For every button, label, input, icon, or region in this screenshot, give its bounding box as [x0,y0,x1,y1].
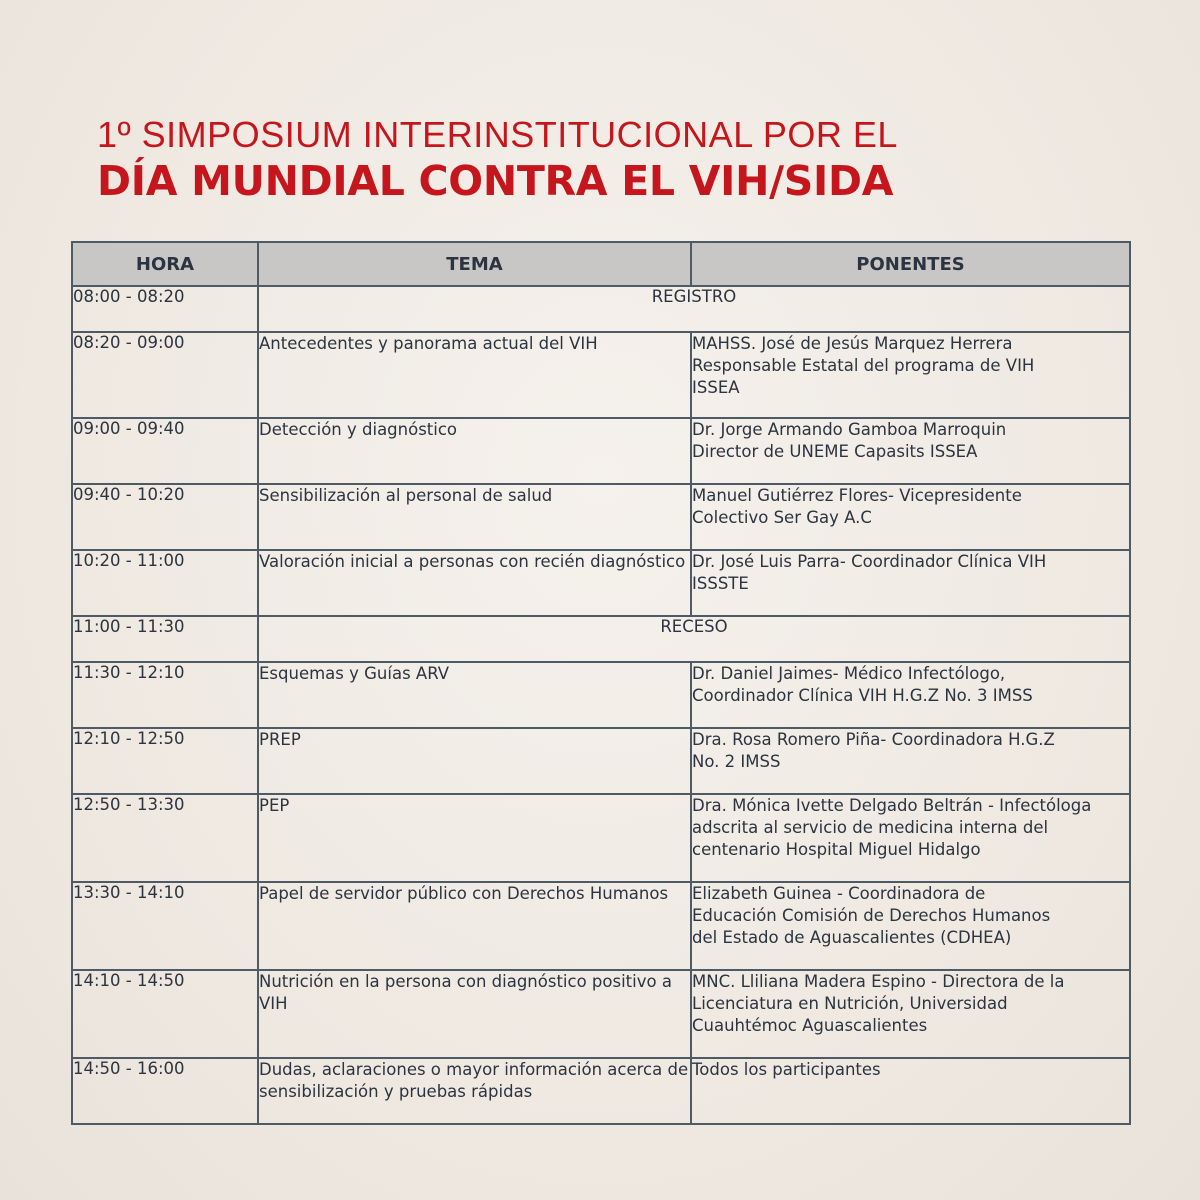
agenda-body [72,286,1130,1124]
ponente-line: Dr. José Luis Parra- Coordinador Clínica VIH [692,552,1047,571]
table-row [72,484,1130,550]
cell-ponentes [691,1058,1130,1124]
table-row [72,616,1130,662]
ponente-line: MNC. Lliliana Madera Espino - Directora de la [692,972,1065,991]
cell-ponentes [691,484,1130,550]
cell-ponentes [691,332,1130,418]
table-row [72,418,1130,484]
cell-hora: 14:50 - 16:00 [72,1058,258,1124]
table-row [72,882,1130,970]
ponente-line: Director de UNEME Capasits ISSEA [692,442,978,461]
table-row [72,728,1130,794]
cell-tema: Nutrición en la persona con diagnóstico positivo a VIH [258,970,691,1058]
ponente-line: Dra. Mónica Ivette Delgado Beltrán - Infectóloga [692,796,1092,815]
ponente-line: Responsable Estatal del programa de VIH [692,356,1035,375]
column-header-hora: HORA [72,242,258,286]
cell-ponentes [691,794,1130,882]
cell-tema: Valoración inicial a personas con recién diagnóstico [258,550,691,616]
cell-hora: 11:30 - 12:10 [72,662,258,728]
cell-merged-activity: REGISTRO [258,286,1130,332]
ponente-line: Colectivo Ser Gay A.C [692,508,872,527]
ponente-line: Dra. Rosa Romero Piña- Coordinadora H.G.Z [692,730,1055,749]
cell-ponentes [691,882,1130,970]
table-header-row [72,242,1130,286]
ponente-line: Dr. Jorge Armando Gamboa Marroquin [692,420,1007,439]
ponente-line: centenario Hospital Miguel Hidalgo [692,840,981,859]
cell-ponentes [691,728,1130,794]
cell-tema: Sensibilización al personal de salud [258,484,691,550]
table-row [72,286,1130,332]
cell-ponentes [691,662,1130,728]
table-row [72,1058,1130,1124]
cell-hora: 11:00 - 11:30 [72,616,258,662]
table-row [72,550,1130,616]
ponente-line: Cuauhtémoc Aguascalientes [692,1016,928,1035]
column-header-tema: TEMA [258,242,691,286]
cell-hora: 12:10 - 12:50 [72,728,258,794]
title-line-1: 1º SIMPOSIUM INTERINSTITUCIONAL POR EL [97,114,898,155]
ponente-line: Coordinador Clínica VIH H.G.Z No. 3 IMSS [692,686,1033,705]
cell-tema: Esquemas y Guías ARV [258,662,691,728]
table-row [72,332,1130,418]
ponente-line: del Estado de Aguascalientes (CDHEA) [692,928,1012,947]
cell-ponentes [691,418,1130,484]
ponente-line: Educación Comisión de Derechos Humanos [692,906,1051,925]
ponente-line: adscrita al servicio de medicina interna del [692,818,1049,837]
title-line-2: DÍA MUNDIAL CONTRA EL VIH/SIDA [97,157,894,205]
ponente-line: Dr. Daniel Jaimes- Médico Infectólogo, [692,664,1006,683]
cell-tema: PEP [258,794,691,882]
cell-hora: 08:20 - 09:00 [72,332,258,418]
cell-tema: Detección y diagnóstico [258,418,691,484]
ponente-line: MAHSS. José de Jesús Marquez Herrera [692,334,1013,353]
table-row [72,662,1130,728]
agenda-table [71,241,1131,1125]
column-header-ponentes: PONENTES [691,242,1130,286]
ponente-line: No. 2 IMSS [692,752,781,771]
cell-hora: 09:00 - 09:40 [72,418,258,484]
ponente-line: ISSSTE [692,574,749,593]
table-row [72,794,1130,882]
cell-merged-activity: RECESO [258,616,1130,662]
cell-hora: 13:30 - 14:10 [72,882,258,970]
ponente-line: Todos los participantes [692,1060,881,1079]
cell-hora: 12:50 - 13:30 [72,794,258,882]
cell-tema: PREP [258,728,691,794]
table-row [72,970,1130,1058]
ponente-line: ISSEA [692,378,740,397]
cell-ponentes [691,550,1130,616]
ponente-line: Elizabeth Guinea - Coordinadora de [692,884,986,903]
cell-tema: Antecedentes y panorama actual del VIH [258,332,691,418]
cell-hora: 10:20 - 11:00 [72,550,258,616]
cell-hora: 09:40 - 10:20 [72,484,258,550]
cell-hora: 14:10 - 14:50 [72,970,258,1058]
cell-tema: Papel de servidor público con Derechos Humanos [258,882,691,970]
page-header [97,115,898,207]
ponente-line: Licenciatura en Nutrición, Universidad [692,994,1008,1013]
ponente-line: Manuel Gutiérrez Flores- Vicepresidente [692,486,1022,505]
cell-ponentes [691,970,1130,1058]
cell-tema: Dudas, aclaraciones o mayor información acerca de sensibilización y pruebas rápidas [258,1058,691,1124]
cell-hora: 08:00 - 08:20 [72,286,258,332]
